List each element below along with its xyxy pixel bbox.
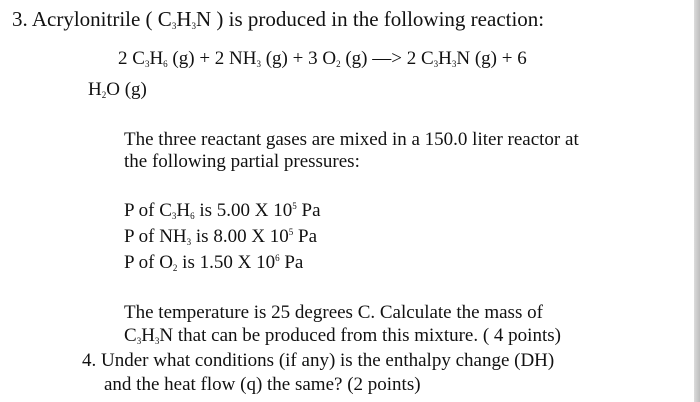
- mixing-text-line-1: The three reactant gases are mixed in a 150.0 liter reactor at: [124, 129, 579, 150]
- question-number: 4.: [82, 350, 97, 371]
- reaction-equation: 2 $C_3H_6$ (g) + 2 $NH_3$ (g) + 3 $O_2$ (g) —> 2 $C_3H_3N$ (g) + 6: [118, 48, 527, 69]
- question-4-line-1: 4. Under what conditions (if any) is the enthalpy change (DH): [82, 350, 555, 371]
- pressure-o2: P of $O_2$ is 1.50 X $10^6$ Pa: [124, 252, 304, 273]
- page-edge-shadow: [694, 0, 700, 402]
- reaction-equation-continued: $H_2O$ (g): [88, 79, 147, 100]
- temperature-text-line-1: The temperature is 25 degrees C. Calculate the mass of: [124, 302, 543, 323]
- pressure-c3h6: P of $C_3H_6$ is 5.00 X $10^5$ Pa: [124, 200, 321, 221]
- question-3-heading: 3. Acrylonitrile ( $C_3H_3N$ ) is produced in the following reaction:: [12, 7, 545, 31]
- mixing-text-line-2: the following partial pressures:: [124, 151, 360, 172]
- question-4-line-2: and the heat flow (q) the same? (2 points): [104, 374, 421, 395]
- question-number: 3.: [12, 7, 28, 31]
- pressure-nh3: P of $NH_3$ is 8.00 X $10^5$ Pa: [124, 226, 318, 247]
- temperature-text-line-2: $C_3H_3N$ that can be produced from this mixture. ( 4 points): [124, 325, 561, 346]
